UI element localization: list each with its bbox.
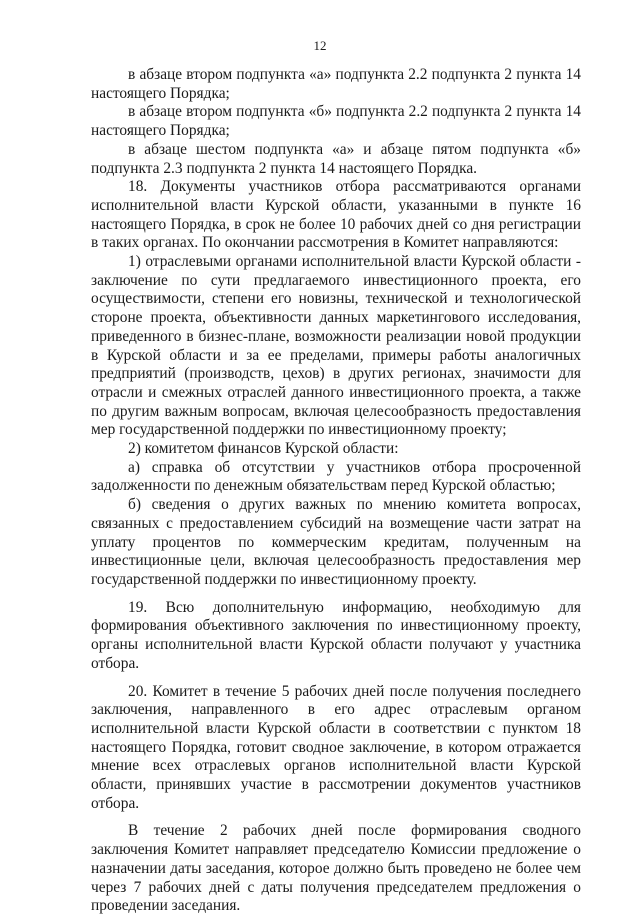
page-number: 12 <box>313 38 327 53</box>
paragraph-item-18-2: 2) комитетом финансов Курской области: <box>128 440 399 458</box>
paragraph-subclause-a-b: в абзаце шестом подпункта «а» и абзаце пятом подпункта «б» подпункта 2.3 подпункта 2 пункта 14 настоящего Порядка. <box>91 140 581 177</box>
paragraph-item-19: 19. Всю дополнительную информацию, необходимую для формирования объективного заключения по инвестиционному проекту, органы исполнительной власти Курской области получают у участника отбора. <box>91 598 581 672</box>
paragraph-subclause-b: в абзаце втором подпункта «б» подпункта 2.2 подпункта 2 пункта 14 настоящего Порядка; <box>91 103 581 140</box>
paragraph-item-20: 20. Комитет в течение 5 рабочих дней после получения последнего заключения, направленного в его адрес отраслевым органом исполнительной власти Курской области в соответствии с пунктом 18 настоящего Порядка, готовит сводное заключение, в котором отражается мнение всех отраслевых органов исполнительной власти Курской области, принявших участие в рассмотрении документов участников отбора. <box>91 682 581 812</box>
document-body <box>91 66 581 916</box>
paragraph-item-20-meeting: В течение 2 рабочих дней после формирования сводного заключения Комитет направляет председателю Комиссии предложение о назначении даты заседания, которое должно быть проведено не более чем через 7 рабочих дней с даты получения председателем предложения о проведении заседания. <box>91 822 581 915</box>
paragraph-subclause-a: в абзаце втором подпункта «а» подпункта 2.2 подпункта 2 пункта 14 настоящего Порядка; <box>91 66 581 102</box>
paragraph-item-18-2-b: б) сведения о других важных по мнению комитета вопросах, связанных с предоставлением субсидий на возмещение части затрат на уплату процентов по коммерческим кредитам, полученным на инвестиционные цели, включая целесообразность предоставления мер государственной поддержки по инвестиционному проекту. <box>91 496 581 588</box>
paragraph-item-18-1: 1) отраслевыми органами исполнительной власти Курской области - заключение по сути предлагаемого инвестиционного проекта, его осуществимости, степени его новизны, технической и технологической стороне проекта, объективности данных маркетингового исследования, приведенного в бизнес-плане, возможности реализации новой продукции в Курской области и за ее пределами, примеры работы аналогичных предприятий (производств, цехов) в других регионах, значимости для отрасли и смежных отраслей данного инвестиционного проекта, а также по другим важным вопросам, включая целесообразность предоставления мер государственной поддержки по инвестиционному проекту; <box>91 253 581 439</box>
paragraph-item-18: 18. Документы участников отбора рассматриваются органами исполнительной власти Курской области, указанными в пункте 16 настоящего Порядка, в срок не более 10 рабочих дней со дня регистрации в таких органах. По окончании рассмотрения в Комитет направляются: <box>91 178 581 252</box>
paragraph-item-18-2-a: а) справка об отсутствии у участников отбора просроченной задолженности по денежным обязательствам перед Курской областью; <box>91 458 581 495</box>
